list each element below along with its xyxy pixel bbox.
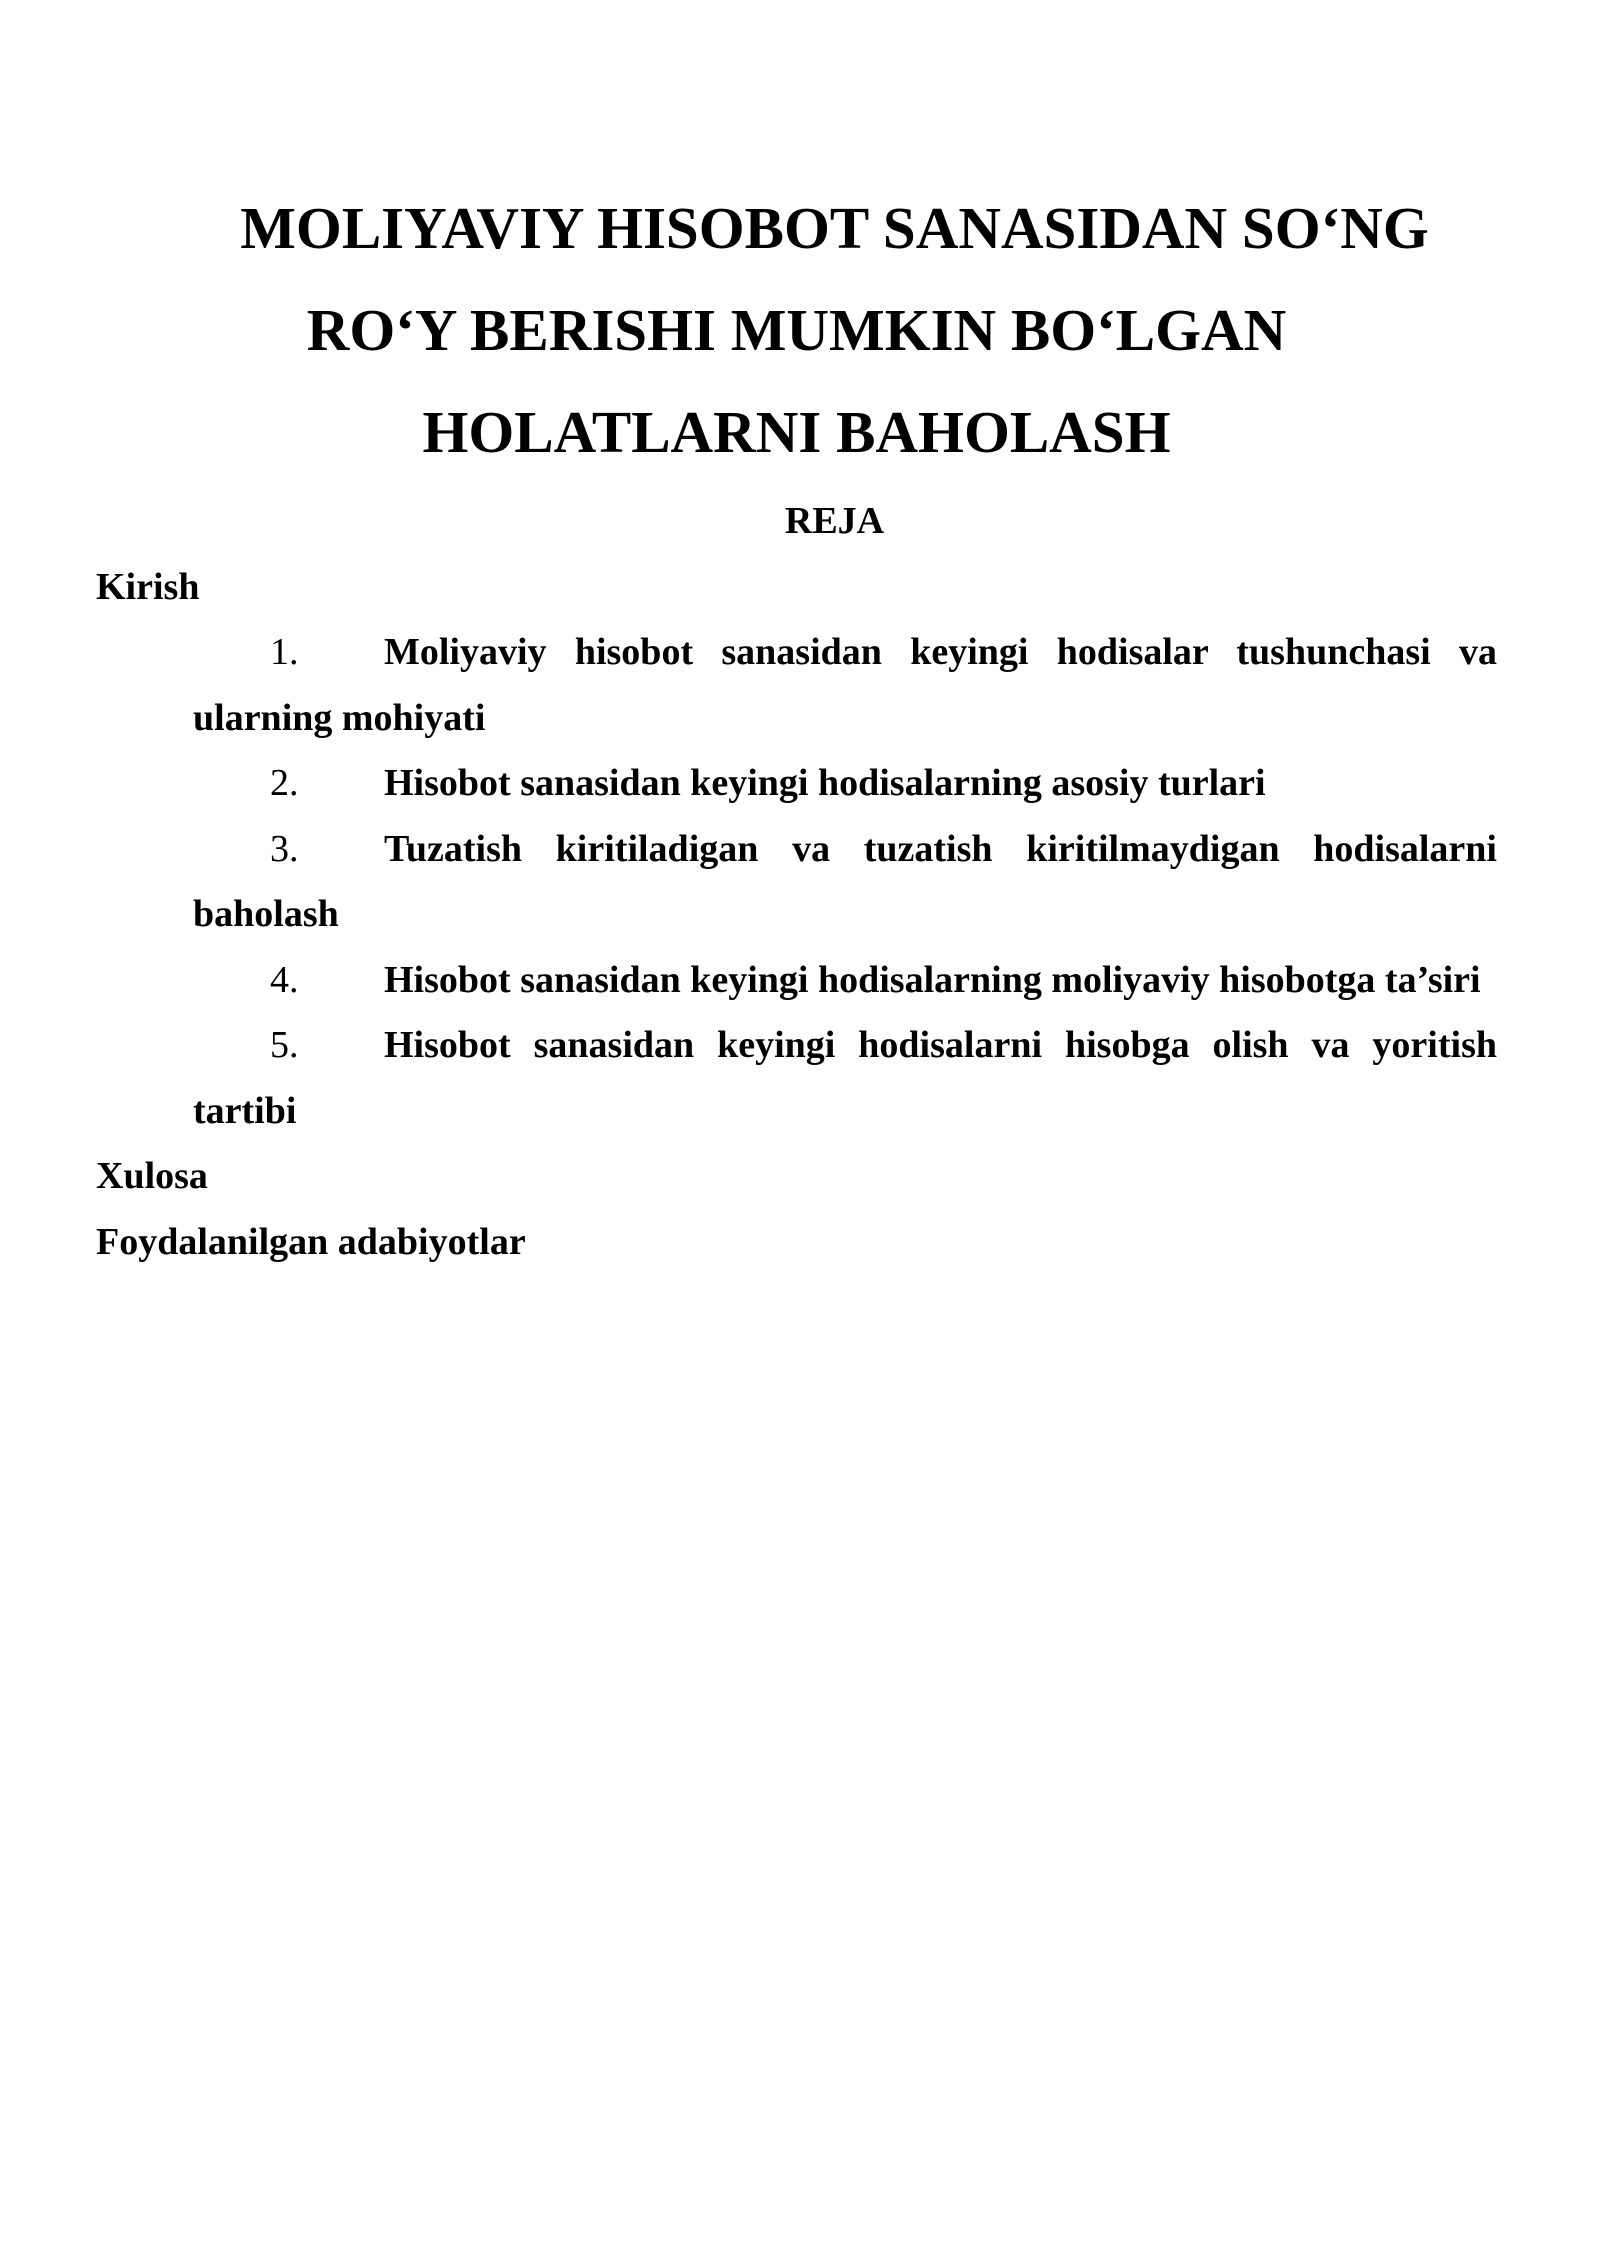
plan-section	[96, 489, 1497, 1275]
plan-item-4	[193, 948, 1497, 1014]
intro-entry: Kirish	[96, 565, 200, 608]
document-title	[96, 177, 1497, 483]
plan-item-1	[193, 620, 1497, 751]
plan-item-text: Hisobot sanasidan keyingi hodisalarning moliyaviy hisobotga ta’siri	[384, 958, 1481, 1001]
plan-item-2	[193, 751, 1497, 817]
plan-item-text: Hisobot sanasidan keyingi hodisalarni hisobga olish va yoritish tartibi	[193, 1024, 1497, 1132]
plan-item-text: Moliyaviy hisobot sanasidan keyingi hodisalar tushunchasi va ularning mohiyati	[193, 631, 1497, 739]
title-line-2: RO‘Y BERISHI MUMKIN BO‘LGAN	[306, 297, 1287, 363]
title-line-1: MOLIYAVIY HISOBOT SANASIDAN SO‘NG	[240, 195, 1429, 261]
plan-item-number: 1.	[270, 631, 299, 673]
plan-item-number: 4.	[270, 958, 299, 1001]
references-entry: Foydalanilgan adabiyotlar	[96, 1220, 526, 1263]
plan-heading: REJA	[784, 500, 885, 542]
plan-item-3	[193, 817, 1497, 948]
plan-item-number: 3.	[270, 827, 299, 870]
plan-item-text: Hisobot sanasidan keyingi hodisalarning asosiy turlari	[384, 762, 1266, 804]
conclusion-entry: Xulosa	[96, 1155, 208, 1197]
title-line-3: HOLATLARNI BAHOLASH	[422, 399, 1171, 465]
plan-item-number: 5.	[270, 1024, 299, 1066]
plan-item-5	[193, 1013, 1497, 1144]
plan-item-number: 2.	[270, 762, 299, 804]
plan-item-text: Tuzatish kiritiladigan va tuzatish kiritilmaydigan hodisalarni baholash	[193, 827, 1497, 935]
